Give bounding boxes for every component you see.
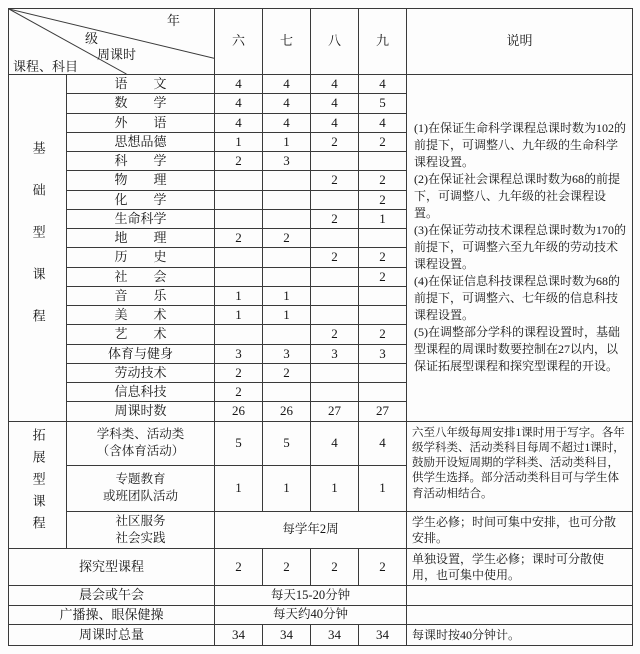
period-value: 34 <box>215 624 263 645</box>
period-value <box>263 248 311 267</box>
period-value: 34 <box>311 624 359 645</box>
subject-cell: 科 学 <box>67 152 215 171</box>
weekly-total-row <box>9 624 633 645</box>
period-value <box>311 383 359 402</box>
period-value: 2 <box>263 229 311 248</box>
row-label-exercises: 广播操、眼保健操 <box>9 605 215 624</box>
merged-value-cell: 每天15-20分钟 <box>215 586 407 605</box>
subject-cell: 生命科学 <box>67 209 215 228</box>
basic-notes-cell <box>407 75 633 422</box>
note-cell: 每课时按40分钟计。 <box>407 624 633 645</box>
period-value: 1 <box>359 209 407 228</box>
period-value: 4 <box>263 94 311 113</box>
subject-line: 或班团队活动 <box>102 489 178 503</box>
row-label-inquiry: 探究型课程 <box>9 548 215 585</box>
period-value: 1 <box>359 465 407 511</box>
period-value: 2 <box>263 363 311 382</box>
period-value <box>359 306 407 325</box>
period-value: 2 <box>359 132 407 151</box>
period-value: 1 <box>215 465 263 511</box>
period-value <box>263 325 311 344</box>
period-value: 4 <box>215 113 263 132</box>
subject-line: 社区服务 <box>115 513 166 528</box>
corner-weekly-periods-label: 周课时 <box>97 47 137 62</box>
subject-cell: 体育与健身 <box>67 344 215 363</box>
note-paragraph: (4)在保证信息科技课程总课时数为68的前提下，可调整六、七年级的信息科技课程设置。 <box>414 274 620 323</box>
period-value <box>311 286 359 305</box>
subject-cell: 语 文 <box>67 75 215 94</box>
period-value: 26 <box>215 402 263 421</box>
note-cell <box>407 605 633 624</box>
note-cell: 学生必修；时间可集中安排，也可分散安排。 <box>407 511 633 548</box>
corner-year-label: 年 <box>167 13 181 28</box>
period-value: 1 <box>215 286 263 305</box>
period-value: 2 <box>263 548 311 585</box>
period-value: 4 <box>359 113 407 132</box>
grade-col-header-6: 六 <box>215 9 263 75</box>
subject-line: 专题教育 <box>115 472 166 487</box>
extended-row <box>9 421 633 465</box>
period-value: 4 <box>215 94 263 113</box>
period-value: 2 <box>359 190 407 209</box>
period-value: 2 <box>311 248 359 267</box>
note-cell <box>407 586 633 605</box>
period-value: 27 <box>359 402 407 421</box>
period-value: 4 <box>311 94 359 113</box>
period-value <box>263 209 311 228</box>
period-value: 3 <box>359 344 407 363</box>
period-value: 4 <box>311 421 359 465</box>
period-value <box>311 229 359 248</box>
period-value: 4 <box>215 75 263 94</box>
period-value: 4 <box>263 113 311 132</box>
period-value: 4 <box>311 75 359 94</box>
note-paragraph: (5)在调整部分学科的课程设置时，基础型课程的周课时数要控制在27以内，以保证拓展型课程和探究型课程的开设。 <box>414 325 620 374</box>
subject-line: （含体育活动） <box>96 444 185 458</box>
grade-col-header-8: 八 <box>311 9 359 75</box>
curriculum-table <box>8 8 633 646</box>
corner-header <box>9 9 215 75</box>
period-value: 34 <box>359 624 407 645</box>
subject-cell: 美 术 <box>67 306 215 325</box>
grade-col-header-9: 九 <box>359 9 407 75</box>
period-value: 27 <box>311 402 359 421</box>
period-value <box>263 383 311 402</box>
period-value <box>215 190 263 209</box>
period-value: 2 <box>359 267 407 286</box>
merged-value-cell: 每学年2周 <box>215 511 407 548</box>
note-paragraph: (3)在保证劳动技术课程总课时数为170的前提下，可调整六至九年级的劳动技术课程设置。 <box>414 223 626 272</box>
period-value: 4 <box>311 113 359 132</box>
period-value: 2 <box>311 171 359 190</box>
period-value: 2 <box>215 229 263 248</box>
period-value: 1 <box>215 132 263 151</box>
exercises-row <box>9 605 633 624</box>
period-value: 5 <box>215 421 263 465</box>
period-value <box>215 171 263 190</box>
period-value <box>215 209 263 228</box>
subject-cell: 劳动技术 <box>67 363 215 382</box>
extended-note-cell: 六至八年级每周安排1课时用于写字。各年级学科类、活动类科目每周不超过1课时，鼓励开设短周期的学科类、活动类科目，供学生选择。部分活动类科目可与学生体育活动相结合。 <box>407 421 633 511</box>
period-value: 2 <box>359 548 407 585</box>
period-value: 2 <box>215 152 263 171</box>
period-value <box>311 190 359 209</box>
period-value <box>359 152 407 171</box>
period-value: 1 <box>215 306 263 325</box>
period-value: 1 <box>263 132 311 151</box>
period-value: 2 <box>215 363 263 382</box>
period-value: 2 <box>311 325 359 344</box>
period-value: 2 <box>311 548 359 585</box>
subject-cell: 数 学 <box>67 94 215 113</box>
period-value: 2 <box>359 248 407 267</box>
period-value: 2 <box>311 209 359 228</box>
subject-cell: 思想品德 <box>67 132 215 151</box>
header-row <box>9 9 633 75</box>
row-label-total: 周课时总量 <box>9 624 215 645</box>
period-value <box>311 152 359 171</box>
row-label-morning: 晨会或午会 <box>9 586 215 605</box>
section-label-extended <box>9 421 67 548</box>
period-value: 26 <box>263 402 311 421</box>
subject-cell: 历 史 <box>67 248 215 267</box>
period-value: 3 <box>215 344 263 363</box>
note-cell: 单独设置，学生必修；课时可分散使用，也可集中使用。 <box>407 548 633 585</box>
period-value: 34 <box>263 624 311 645</box>
subject-cell: 化 学 <box>67 190 215 209</box>
period-value: 1 <box>263 286 311 305</box>
subject-cell: 音 乐 <box>67 286 215 305</box>
period-value <box>311 267 359 286</box>
morning-meeting-row <box>9 586 633 605</box>
basic-section-vertical-label: 基础型课程 <box>30 140 46 351</box>
period-value: 3 <box>263 152 311 171</box>
basic-row <box>9 75 633 94</box>
period-value: 5 <box>359 94 407 113</box>
subject-cell: 社 会 <box>67 267 215 286</box>
subject-cell: 外 语 <box>67 113 215 132</box>
period-value <box>263 267 311 286</box>
subject-cell <box>67 421 215 465</box>
period-value: 2 <box>311 132 359 151</box>
period-value: 3 <box>263 344 311 363</box>
inquiry-row <box>9 548 633 585</box>
grade-col-header-7: 七 <box>263 9 311 75</box>
corner-course-subject-label: 课程、科目 <box>13 59 79 74</box>
subject-cell: 周课时数 <box>67 402 215 421</box>
subject-line: 学科类、活动类 <box>96 427 185 442</box>
notes-col-header: 说明 <box>407 9 633 75</box>
period-value <box>215 325 263 344</box>
extended-section-vertical-label: 拓展型课程 <box>30 427 46 538</box>
period-value: 3 <box>311 344 359 363</box>
section-label-basic <box>9 75 67 422</box>
period-value <box>359 383 407 402</box>
period-value: 4 <box>359 75 407 94</box>
period-value: 1 <box>263 465 311 511</box>
merged-value-cell: 每天约40分钟 <box>215 605 407 624</box>
subject-cell: 信息科技 <box>67 383 215 402</box>
subject-cell <box>67 511 215 548</box>
period-value <box>263 171 311 190</box>
period-value: 1 <box>263 306 311 325</box>
period-value <box>215 267 263 286</box>
subject-cell: 艺 术 <box>67 325 215 344</box>
corner-grade-label: 级 <box>85 31 99 46</box>
period-value: 1 <box>311 465 359 511</box>
subject-cell <box>67 465 215 511</box>
period-value <box>311 306 359 325</box>
subject-cell: 物 理 <box>67 171 215 190</box>
period-value: 5 <box>263 421 311 465</box>
period-value <box>359 363 407 382</box>
period-value <box>311 363 359 382</box>
period-value: 4 <box>263 75 311 94</box>
subject-line: 社会实践 <box>115 530 166 545</box>
note-paragraph: (1)在保证生命科学课程总课时数为102的前提下，可调整八、九年级的生命科学课程设置。 <box>414 121 626 170</box>
extended-row <box>9 511 633 548</box>
subject-cell: 地 理 <box>67 229 215 248</box>
period-value <box>359 286 407 305</box>
period-value <box>359 229 407 248</box>
period-value <box>263 190 311 209</box>
period-value: 2 <box>215 383 263 402</box>
note-paragraph: (2)在保证社会课程总课时数为68的前提下，可调整八、九年级的社会课程设置。 <box>414 172 620 221</box>
period-value: 2 <box>215 548 263 585</box>
period-value: 2 <box>359 325 407 344</box>
period-value <box>215 248 263 267</box>
period-value: 4 <box>359 421 407 465</box>
period-value: 2 <box>359 171 407 190</box>
